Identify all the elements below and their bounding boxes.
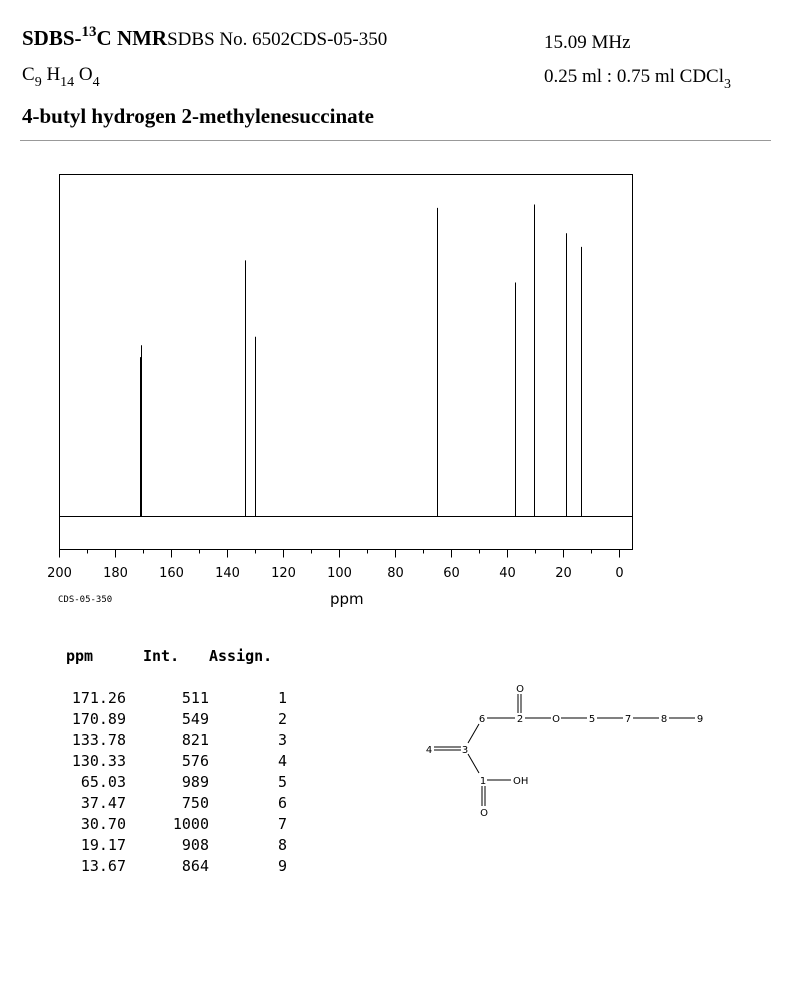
- cell-assignment: 9: [277, 856, 287, 875]
- cell-intensity: 908: [181, 835, 209, 854]
- bond: [468, 724, 479, 743]
- atom-label: 5: [588, 714, 596, 725]
- spectrum-peaks: [141, 205, 582, 517]
- cell-ppm: 37.47: [80, 793, 126, 812]
- table-row: [56, 771, 287, 792]
- cell-assignment: 2: [277, 709, 287, 728]
- header-int: Int.: [143, 647, 180, 665]
- x-axis-label: ppm: [330, 590, 364, 608]
- table-row: [56, 708, 287, 729]
- formula-element: C: [22, 64, 35, 85]
- atom-label: O: [516, 684, 524, 695]
- atom-label: OH: [513, 776, 529, 787]
- x-tick-label: 40: [499, 566, 516, 581]
- header-assign: Assign.: [209, 647, 273, 665]
- table-row: [56, 792, 287, 813]
- cell-assignment: 6: [277, 793, 287, 812]
- formula-element: O: [78, 64, 93, 85]
- plot-frame: [60, 175, 633, 550]
- table-row: [56, 855, 287, 876]
- atom-label: O: [480, 808, 488, 819]
- cell-intensity: 750: [181, 793, 209, 812]
- cell-intensity: 821: [181, 730, 209, 749]
- spectrum-code: CDS-05-350: [58, 595, 113, 605]
- formula-element: H: [46, 64, 61, 85]
- cell-assignment: 5: [277, 772, 287, 791]
- x-tick-label: 80: [387, 566, 404, 581]
- atom-label: 4: [425, 745, 433, 756]
- table-header-row: [56, 645, 287, 667]
- x-tick-label: 120: [271, 566, 296, 581]
- cell-ppm: 171.26: [71, 688, 126, 707]
- formula-count: 14: [60, 75, 75, 90]
- solvent-main: 0.25 ml : 0.75 ml CDCl: [544, 66, 724, 87]
- x-tick-label: 180: [103, 566, 128, 581]
- peak-table: [56, 645, 287, 876]
- atom-label: 2: [516, 714, 524, 725]
- cell-assignment: 3: [277, 730, 287, 749]
- solvent-subscript: 3: [724, 77, 731, 92]
- cell-ppm: 13.67: [80, 856, 126, 875]
- cell-intensity: 1000: [172, 814, 209, 833]
- table-row: [56, 813, 287, 834]
- title-suffix: C NMR: [96, 26, 168, 50]
- atom-label: 3: [461, 745, 469, 756]
- atom-label: 9: [696, 714, 704, 725]
- table-row: [56, 687, 287, 708]
- formula-count: 4: [92, 75, 100, 90]
- x-tick-label: 200: [47, 566, 72, 581]
- atom-label: 8: [660, 714, 668, 725]
- compound-name: 4-butyl hydrogen 2-methylenesuccinate: [22, 104, 374, 128]
- cell-ppm: 130.33: [71, 751, 126, 770]
- cell-ppm: 30.70: [80, 814, 126, 833]
- x-tick-label: 140: [215, 566, 240, 581]
- cell-assignment: 4: [277, 751, 287, 770]
- header-ppm: ppm: [66, 647, 94, 665]
- cell-intensity: 576: [181, 751, 209, 770]
- cell-assignment: 1: [277, 688, 287, 707]
- cell-ppm: 170.89: [71, 709, 126, 728]
- title-isotope: 13: [81, 24, 97, 40]
- x-tick-label: 100: [327, 566, 352, 581]
- formula-count: 9: [34, 75, 42, 90]
- atom-label: O: [552, 714, 560, 725]
- table-row: [56, 729, 287, 750]
- cell-intensity: 511: [181, 688, 209, 707]
- cell-intensity: 549: [181, 709, 209, 728]
- x-axis-ticks: [47, 550, 624, 582]
- x-tick-label: 160: [159, 566, 184, 581]
- table-row: [56, 834, 287, 855]
- x-tick-label: 20: [555, 566, 572, 581]
- table-body: [56, 667, 287, 876]
- spectrometer-frequency: 15.09 MHz: [544, 32, 631, 53]
- cell-intensity: 864: [181, 856, 209, 875]
- title-prefix: SDBS-: [22, 26, 82, 50]
- atom-label: 7: [624, 714, 632, 725]
- x-tick-label: 60: [443, 566, 460, 581]
- cell-intensity: 989: [181, 772, 209, 791]
- cell-assignment: 7: [277, 814, 287, 833]
- table-row: [56, 750, 287, 771]
- cell-ppm: 19.17: [80, 835, 126, 854]
- cell-ppm: 133.78: [71, 730, 126, 749]
- bond: [468, 754, 479, 773]
- atom-label: 1: [479, 776, 487, 787]
- atom-label: 6: [478, 714, 486, 725]
- table-spacer: [56, 667, 287, 687]
- sdbs-number: SDBS No. 6502CDS-05-350: [167, 29, 388, 50]
- cell-ppm: 65.03: [80, 772, 126, 791]
- x-tick-label: 0: [615, 566, 624, 581]
- cell-assignment: 8: [277, 835, 287, 854]
